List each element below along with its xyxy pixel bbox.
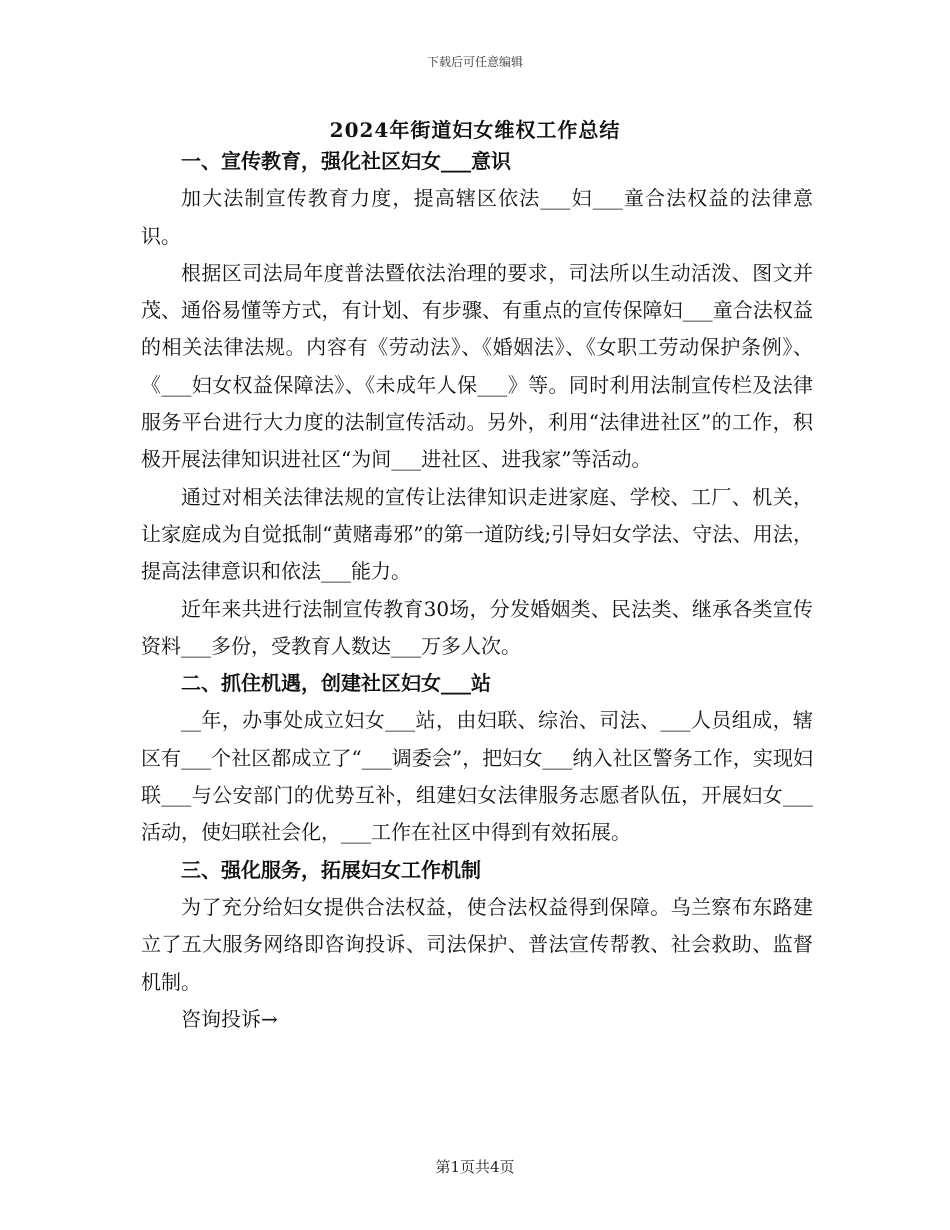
document-body bbox=[141, 143, 813, 1038]
paragraph: 咨询投诉→ bbox=[181, 1006, 278, 1031]
page-number: 第1页共4页 bbox=[435, 1158, 515, 1176]
section-heading-2: 二、抓住机遇，创建社区妇女___站 bbox=[181, 671, 491, 696]
paragraph: 为了充分给妇女提供合法权益，使合法权益得到保障。乌兰察布东路建立了五大服务网络即咨询投诉、司法保护、普法宣传帮教、社会救助、监督机制。 bbox=[141, 894, 813, 994]
document-title: 2024年街道妇女维权工作总结 bbox=[329, 118, 621, 142]
paragraph: 通过对相关法律法规的宣传让法律知识走进家庭、学校、工厂、机关，让家庭成为自觉抵制“黄赌毒邪”的第一道防线;引导妇女学法、守法、用法，提高法律意识和依法___能力。 bbox=[141, 484, 813, 584]
paragraph: 近年来共进行法制宣传教育30场，分发婚姻类、民法类、继承各类宣传资料___多份，受教育人数达___万多人次。 bbox=[141, 596, 813, 658]
section-heading-1: 一、宣传教育，强化社区妇女___意识 bbox=[181, 149, 511, 173]
paragraph: __年，办事处成立妇女___站，由妇联、综治、司法、___人员组成，辖区有___个社区都成立了“___调委会”，把妇女___纳入社区警务工作，实现妇联___与公安部门的优势互补，组建妇女法律服务志愿者队伍，开展妇女___活动，使妇联社会化，___工作在社区中得到有效拓展。 bbox=[141, 708, 813, 845]
paragraph: 加大法制宣传教育力度，提高辖区依法___妇___童合法权益的法律意识。 bbox=[141, 186, 813, 248]
page-header-note: 下载后可任意编辑 bbox=[426, 55, 523, 69]
section-heading-3: 三、强化服务，拓展妇女工作机制 bbox=[181, 857, 481, 882]
paragraph: 根据区司法局年度普法暨依法治理的要求，司法所以生动活泼、图文并茂、通俗易懂等方式，有计划、有步骤、有重点的宣传保障妇___童合法权益的相关法律法规。内容有《劳动法》、《婚姻法》、《女职工劳动保护条例》、《___妇女权益保障法》、《未成年人保___》等。同时利用法制宣传栏及法律服务平台进行大力度的法制宣传活动。另外，利用“法律进社区”的工作，积极开展法律知识进社区“为间___进社区、进我家”等活动。 bbox=[141, 260, 813, 472]
